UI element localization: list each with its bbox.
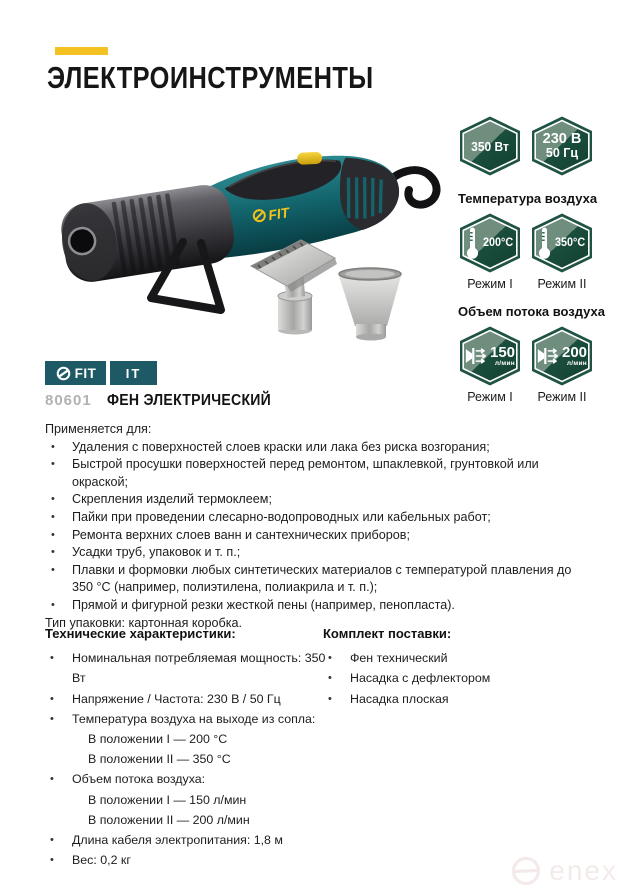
badge-flow-mode1 [458,326,522,386]
mode-label: Режим I [467,277,513,291]
badge-power [458,116,522,176]
kit-heading: Комплект поставки: [323,626,452,641]
kit-item: • Фен технический [323,648,593,668]
brand-suffix: IT [125,365,142,381]
spec-item: • Температура воздуха на выходе из сопла: В положении I — 200 °C В положении II — 350 °C [45,709,335,770]
flow-unit: л/мин [566,359,588,367]
airflow-heading: Объем потока воздуха [458,304,605,319]
svg-text:FIT: FIT [267,204,291,224]
spec-item: • Вес: 0,2 кг [45,850,335,870]
usage-item: • Удаления с поверхностей слоев краски или лака без риска возгорания; [45,439,590,457]
product-photo [55,126,445,361]
temperature-heading: Температура воздуха [458,191,598,206]
power-value: 350 Вт [471,138,509,154]
mode-label: Режим II [537,277,587,291]
temp-value: 200°C [482,237,514,249]
flow-value: 150 [489,343,516,361]
description-intro: Применяется для: [45,422,152,436]
power-switch [297,152,323,165]
specs-heading: Технические характеристики: [45,626,236,641]
air-nozzle-arrows-icon [465,344,487,368]
spec-item: • Длина кабеля электропитания: 1,8 м [45,830,335,850]
badge-temp-mode1 [458,213,522,273]
deflector-nozzle-attachment [251,240,337,335]
spec-subline: В положении I — 150 л/мин [88,792,247,807]
spec-subline: В положении II — 350 °C [88,752,231,767]
watermark-text: enex [549,855,618,886]
thermometer-icon [538,226,551,260]
product-title-row [45,392,293,410]
fit-logo-box [45,361,106,385]
kit-item: • Насадка с дефлектором [323,668,593,688]
mode-label: Режим II [537,390,587,404]
brand-logo [45,361,157,385]
kit-item: • Насадка плоская [323,689,593,709]
usage-item: • Пайки при проведении слесарно-водопроводных или кабельных работ; [45,509,590,527]
enex-watermark [510,855,618,887]
kit-column [323,624,593,709]
product-code: 80601 [45,392,92,409]
heat-gun-illustration [55,126,445,361]
usage-list [45,439,590,615]
spec-subline: В положении I — 200 °C [88,732,228,747]
badge-flow-mode2 [530,326,594,386]
mode-label: Режим I [467,390,513,404]
spec-item: • Напряжение / Частота: 230 В / 50 Гц [45,689,335,709]
screw-circle-icon [55,365,72,382]
product-name: ФЕН ЭЛЕКТРИЧЕСКИЙ [106,392,271,409]
flow-unit: л/мин [494,359,516,367]
enex-circle-icon [510,855,542,887]
usage-item: • Прямой и фигурной резки жесткой пены (например, пенопласта). [45,597,590,615]
air-nozzle-arrows-icon [537,344,559,368]
usage-item: • Скрепления изделий термоклеем; [45,491,590,509]
thermometer-icon [466,226,479,260]
accent-bar [55,47,108,55]
temp-value: 350°C [554,237,586,249]
packaging-note: Тип упаковки: картонная коробка. [45,615,243,630]
flow-value: 200 [561,343,588,361]
spec-subline: В положении II — 200 л/мин [88,812,250,827]
page-title: ЭЛЕКТРОИНСТРУМЕНТЫ [47,60,374,95]
badge-temp-mode2 [530,213,594,273]
kit-list [323,648,593,709]
usage-item: • Быстрой просушки поверхностей перед ремонтом, шпаклевкой, грунтовкой или окраской; [45,456,590,491]
description-block [45,421,590,632]
usage-item: • Усадки труб, упаковок и т. п.; [45,544,590,562]
flat-nozzle-attachment [339,268,401,341]
voltage-value: 230 В 50 Гц [542,131,582,161]
brand-suffix-box [110,361,157,385]
specs-list [45,648,335,870]
spec-item: • Номинальная потребляемая мощность: 350 Вт [45,648,335,688]
usage-item: • Плавки и формовки любых синтетических материалов с температурой плавления до 350 °C (например, полиэтилена, полиакрила и т. п.); [45,562,590,597]
brand-name: FIT [74,365,97,381]
specs-column [45,624,335,870]
spec-item: • Объем потока воздуха: В положении I — 150 л/мин В положении II — 200 л/мин [45,769,335,830]
spec-badges-column [458,116,605,404]
badge-voltage [530,116,594,176]
usage-item: • Ремонта верхних слоев ванн и сантехнических приборов; [45,527,590,545]
